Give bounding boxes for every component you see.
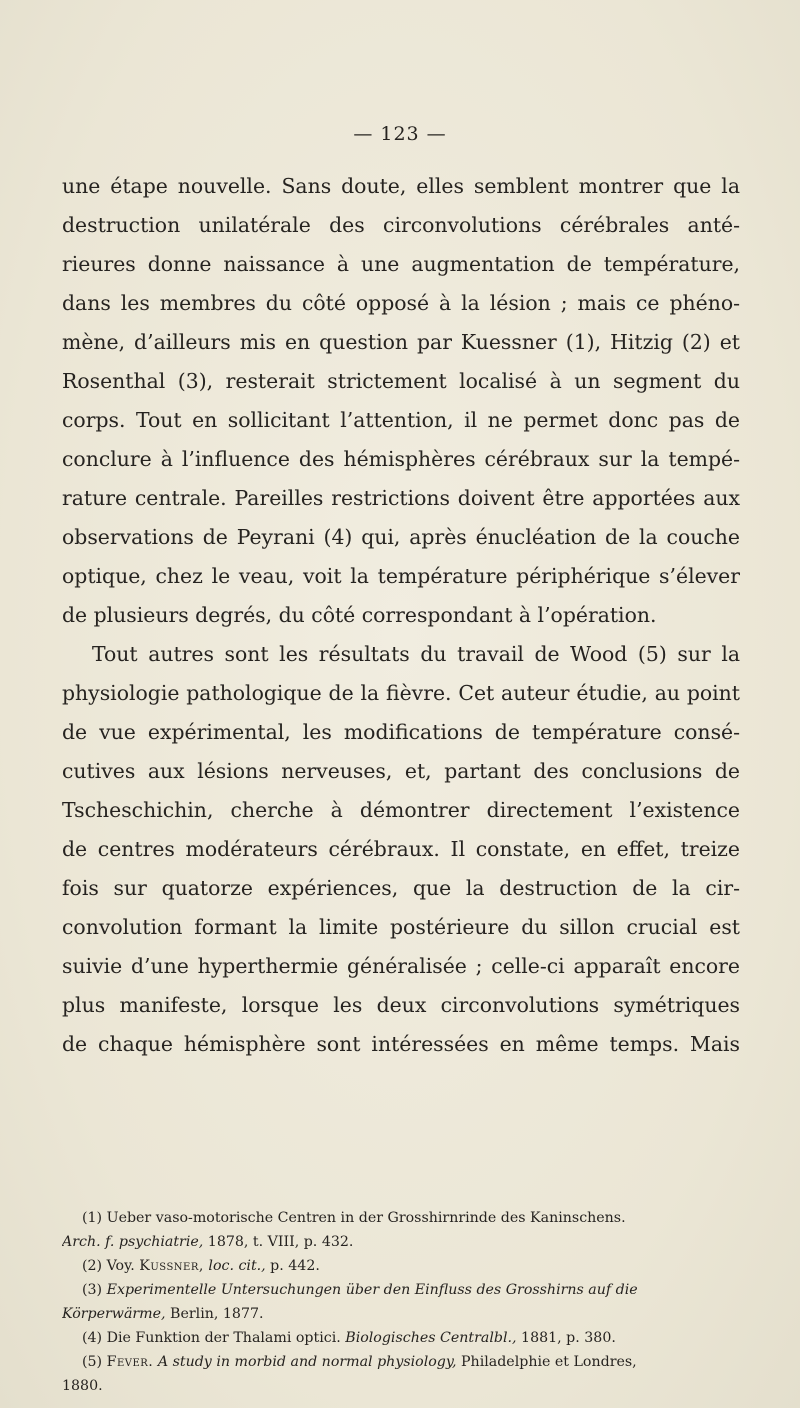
text-line: de chaque hémisphère sont intéressées en même temps. Mais bbox=[62, 1032, 740, 1056]
footnote-text: (5) bbox=[82, 1354, 107, 1370]
body-text bbox=[62, 167, 740, 1064]
text-line: Rosenthal (3), resterait strictement localisé à un segment du bbox=[62, 369, 740, 393]
footnote-text: (1) Ueber vaso-motorische Centren in der Grosshirnrinde des Kaninschens. bbox=[82, 1210, 626, 1226]
text-line: de centres modérateurs cérébraux. Il constate, en effet, treize bbox=[62, 837, 740, 861]
footnote-5 bbox=[62, 1350, 740, 1374]
footnote-text: (3) bbox=[82, 1282, 107, 1298]
text-line: physiologie pathologique de la fièvre. Cet auteur étudie, au point bbox=[62, 681, 740, 705]
text-line: une étape nouvelle. Sans doute, elles semblent montrer que la bbox=[62, 174, 740, 198]
footnote-author: Fever. bbox=[106, 1354, 154, 1370]
footnote-text: (4) Die Funktion der Thalami optici. bbox=[82, 1330, 346, 1346]
footnote-text: Philadelphie et Londres, bbox=[456, 1354, 637, 1370]
footnote-1-continued bbox=[62, 1230, 740, 1254]
footnote-3 bbox=[62, 1278, 740, 1302]
text-line: rieures donne naissance à une augmentation de température, bbox=[62, 252, 740, 276]
footnotes bbox=[62, 1206, 740, 1398]
footnote-text: Berlin, 1877. bbox=[165, 1306, 264, 1322]
footnote-text: 1878, t. VIII, p. 432. bbox=[203, 1234, 354, 1250]
text-line: fois sur quatorze expériences, que la destruction de la cir- bbox=[62, 876, 740, 900]
text-line: plus manifeste, lorsque les deux circonvolutions symétriques bbox=[62, 993, 740, 1017]
footnote-author: Kussner, bbox=[139, 1258, 204, 1274]
text-line: optique, chez le veau, voit la température périphérique s’élever bbox=[62, 564, 740, 588]
text-line: suivie d’une hyperthermie généralisée ; celle-ci apparaît encore bbox=[62, 954, 740, 978]
text-line: cutives aux lésions nerveuses, et, partant des conclusions de bbox=[62, 759, 740, 783]
footnote-journal: Arch. f. psychiatrie, bbox=[62, 1234, 204, 1250]
footnote-5-continued bbox=[62, 1374, 740, 1398]
text-line: corps. Tout en sollicitant l’attention, il ne permet donc pas de bbox=[62, 408, 740, 432]
text-line: Tscheschichin, cherche à démontrer directement l’existence bbox=[62, 798, 740, 822]
footnote-citation: loc. cit., bbox=[203, 1258, 266, 1274]
text-line: Tout autres sont les résultats du travail de Wood (5) sur la bbox=[92, 642, 740, 666]
text-line: observations de Peyrani (4) qui, après énucléation de la couche bbox=[62, 525, 740, 549]
text-line: destruction unilatérale des circonvolutions cérébrales anté- bbox=[62, 213, 740, 237]
footnote-text: (2) Voy. bbox=[82, 1258, 140, 1274]
text-line: de vue expérimental, les modifications de température consé- bbox=[62, 720, 740, 744]
footnote-2 bbox=[62, 1254, 740, 1278]
text-line: convolution formant la limite postérieure du sillon crucial est bbox=[62, 915, 740, 939]
text-line: conclure à l’influence des hémisphères cérébraux sur la tempé- bbox=[62, 447, 740, 471]
text-line: dans les membres du côté opposé à la lésion ; mais ce phéno- bbox=[62, 291, 740, 315]
footnote-title: Experimentelle Untersuchungen über den Einfluss des Grosshirns auf die bbox=[106, 1282, 638, 1298]
footnote-1 bbox=[62, 1206, 740, 1230]
footnote-3-continued bbox=[62, 1302, 740, 1326]
text-line: mène, d’ailleurs mis en question par Kuessner (1), Hitzig (2) et bbox=[62, 330, 740, 354]
footnote-text: 1881, p. 380. bbox=[516, 1330, 616, 1346]
footnote-4 bbox=[62, 1326, 740, 1350]
footnote-title: A study in morbid and normal physiology, bbox=[153, 1354, 457, 1370]
page-number-header: — 123 — bbox=[353, 123, 447, 145]
footnote-text: 1880. bbox=[62, 1378, 103, 1394]
text-line: rature centrale. Pareilles restrictions doivent être apportées aux bbox=[62, 486, 740, 510]
text-line: de plusieurs degrés, du côté correspondant à l’opération. bbox=[62, 603, 657, 627]
footnote-journal: Biologisches Centralbl., bbox=[345, 1330, 517, 1346]
footnote-title: Körperwärme, bbox=[62, 1306, 166, 1322]
footnote-text: p. 442. bbox=[265, 1258, 320, 1274]
